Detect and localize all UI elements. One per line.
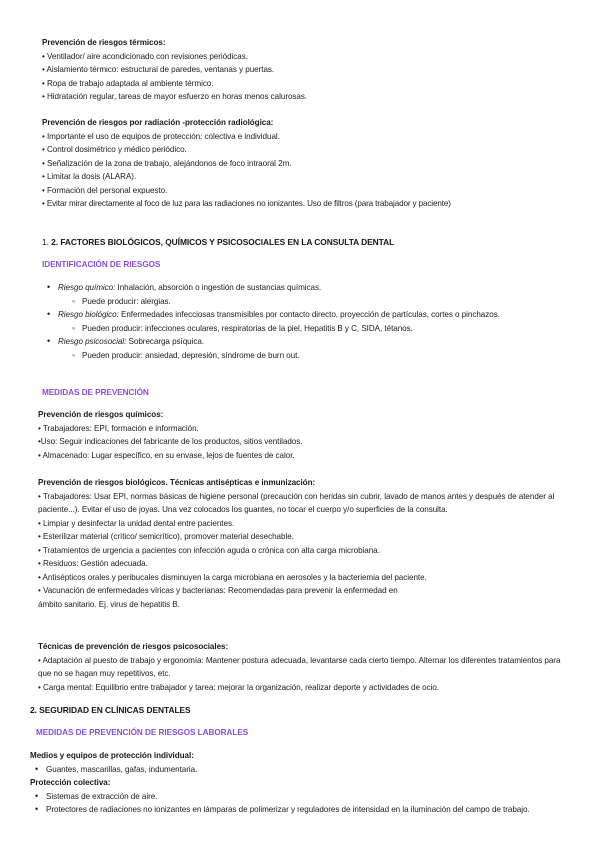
risk-label: Riesgo psicosocial: <box>58 337 127 346</box>
radiation-line: • Control dosimétrico y médico periódico. <box>42 145 187 154</box>
risk-text: Enfermedades infecciosas transmisibles por contacto directo, proyección de partículas, cortes o pinchazos. <box>118 310 500 319</box>
psychosocial-paragraph: • Adaptación al puesto de trabajo y ergonomía: Mantener postura adecuada, levantarse cada cierto tiempo. Alternar los diferentes tratamientos para que no se hagan muy repetitivos, etc. <box>38 655 561 678</box>
chemical-line: • Almacenado: Lugar específico, en su envase, lejos de fuentes de calor. <box>38 450 295 460</box>
radiation-line: • Formación del personal expuesto. <box>42 185 168 195</box>
psychosocial-paragraph: • Carga mental: Equilibrio entre trabajador y tarea: mejorar la organización, realizar deporte y actividades de ocio. <box>38 682 439 692</box>
list-item <box>42 281 554 308</box>
list-item <box>42 308 554 335</box>
biological-paragraph: • Trabajadores: Usar EPI, normas básicas de higiene personal (precaución con heridas sin cubrir, lavado de manos antes y después de atender al paciente...). Evitar el uso de joyas. Una vez colocados los guantes, no tocar el cuerpo y/o superficies de la consulta. <box>38 491 555 514</box>
individual-protection-title: Medios y equipos de protección individual: <box>30 751 194 760</box>
list-item: • Guantes, mascarillas, gafas, indumentaria. <box>30 763 570 777</box>
biological-prevention-title: Prevención de riesgos biológicos. Técnicas antisépticas e inmunización: <box>38 478 316 487</box>
chemical-prevention-block <box>38 408 578 462</box>
thermal-risk-title: Prevención de riesgos térmicos: <box>42 38 166 47</box>
labor-prevention-heading: MEDIDAS DE PREVENCIÓN DE RIESGOS LABORALES <box>36 728 249 737</box>
section-heading-seguridad: 2. SEGURIDAD EN CLÍNICAS DENTALES <box>30 705 191 715</box>
radiation-line: • Señalización de la zona de trabajo, alejándonos de foco intraoral 2m. <box>42 158 292 168</box>
thermal-line: • Ropa de trabajo adaptada al ambiente térmico. <box>42 78 214 88</box>
biological-line: • Antisépticos orales y peribucales disminuyen la carga microbiana en aerosoles y la bacteriemia del paciente. <box>38 572 427 582</box>
biological-line: • Vacunación de enfermedades víricas y bacterianas: Recomendadas para prevenir la enfermedad en <box>38 586 398 595</box>
risk-label: Riesgo biológico: <box>58 310 119 319</box>
thermal-line: • Aislamiento térmico: estructural de paredes, ventanas y puertas. <box>42 65 275 74</box>
chemical-line: •Uso: Seguir indicaciones del fabricante de los productos, sitios ventilados. <box>38 437 303 446</box>
risk-sub-item: ◦ Pueden producir: infecciones oculares, respiratorias de la piel, Hepatitis B y C, SIDA, tétanos. <box>42 322 554 336</box>
list-item: • Protectores de radiaciones no ionizantes en lámparas de polimerizar y reguladores de intensidad en la iluminación del campo de trabajo. <box>30 803 562 817</box>
risk-sub-item: ◦ Pueden producir: ansiedad, depresión, síndrome de burn out. <box>42 349 554 363</box>
radiation-risk-block <box>42 116 582 211</box>
radiation-line: • Evitar mirar directamente al foco de luz para las radiaciones no ionizantes. Uso de filtros (para trabajador y paciente) <box>42 199 451 208</box>
individual-protection-block <box>30 749 570 817</box>
biological-prevention-block <box>38 476 564 611</box>
radiation-line: • Importante el uso de equipos de protección: colectiva e individual. <box>42 131 280 141</box>
chemical-prevention-title: Prevención de riesgos químicos: <box>38 410 164 419</box>
psychosocial-prevention-block <box>38 640 566 694</box>
radiation-line: • Limitar la dosis (ALARA). <box>42 172 137 181</box>
section-number: 1. <box>42 237 49 247</box>
collective-protection-title: Protección colectiva: <box>30 778 111 787</box>
thermal-risk-block <box>42 36 572 104</box>
biological-line: • Residuos: Gestión adecuada. <box>38 559 148 568</box>
risk-sub-item: ◦ Puede producir: alergias. <box>42 295 554 309</box>
section-heading-factores <box>42 236 394 250</box>
biological-line: ámbito sanitario. Ej. virus de hepatitis B. <box>38 599 180 609</box>
risk-text: Inhalación, absorción o ingestión de sustancias químicas. <box>115 283 322 292</box>
biological-line: • Esterilizar material (crítico/ semicrítico), promover material desechable. <box>38 532 294 541</box>
chemical-line: • Trabajadores: EPI, formación e información. <box>38 423 199 433</box>
list-item <box>42 335 554 362</box>
biological-line: • Tratamientos de urgencia a pacientes con infección aguda o crónica con alta carga microbiana. <box>38 545 380 555</box>
section-title: 2. FACTORES BIOLÓGICOS, QUÍMICOS Y PSICOSOCIALES EN LA CONSULTA DENTAL <box>51 237 395 247</box>
thermal-line: • Hidratación regular, tareas de mayor esfuerzo en horas menos calurosas. <box>42 92 308 101</box>
risk-text: Sobrecarga psíquica. <box>126 337 205 346</box>
biological-line: • Limpiar y desinfectar la unidad dental entre pacientes. <box>38 518 235 528</box>
list-item: • Sistemas de extracción de aire. <box>30 790 562 804</box>
thermal-line: • Ventilador/ aire acondicionado con revisiones periódicas. <box>42 51 248 61</box>
psychosocial-prevention-title: Técnicas de prevención de riesgos psicosociales: <box>38 642 229 651</box>
risk-label: Riesgo químico: <box>58 283 116 292</box>
identification-heading: IDENTIFICACIÓN DE RIESGOS <box>42 260 161 269</box>
radiation-risk-title: Prevención de riesgos por radiación -protección radiológica: <box>42 118 274 127</box>
risk-identification-list <box>42 281 554 362</box>
prevention-heading: MEDIDAS DE PREVENCIÓN <box>42 388 149 397</box>
